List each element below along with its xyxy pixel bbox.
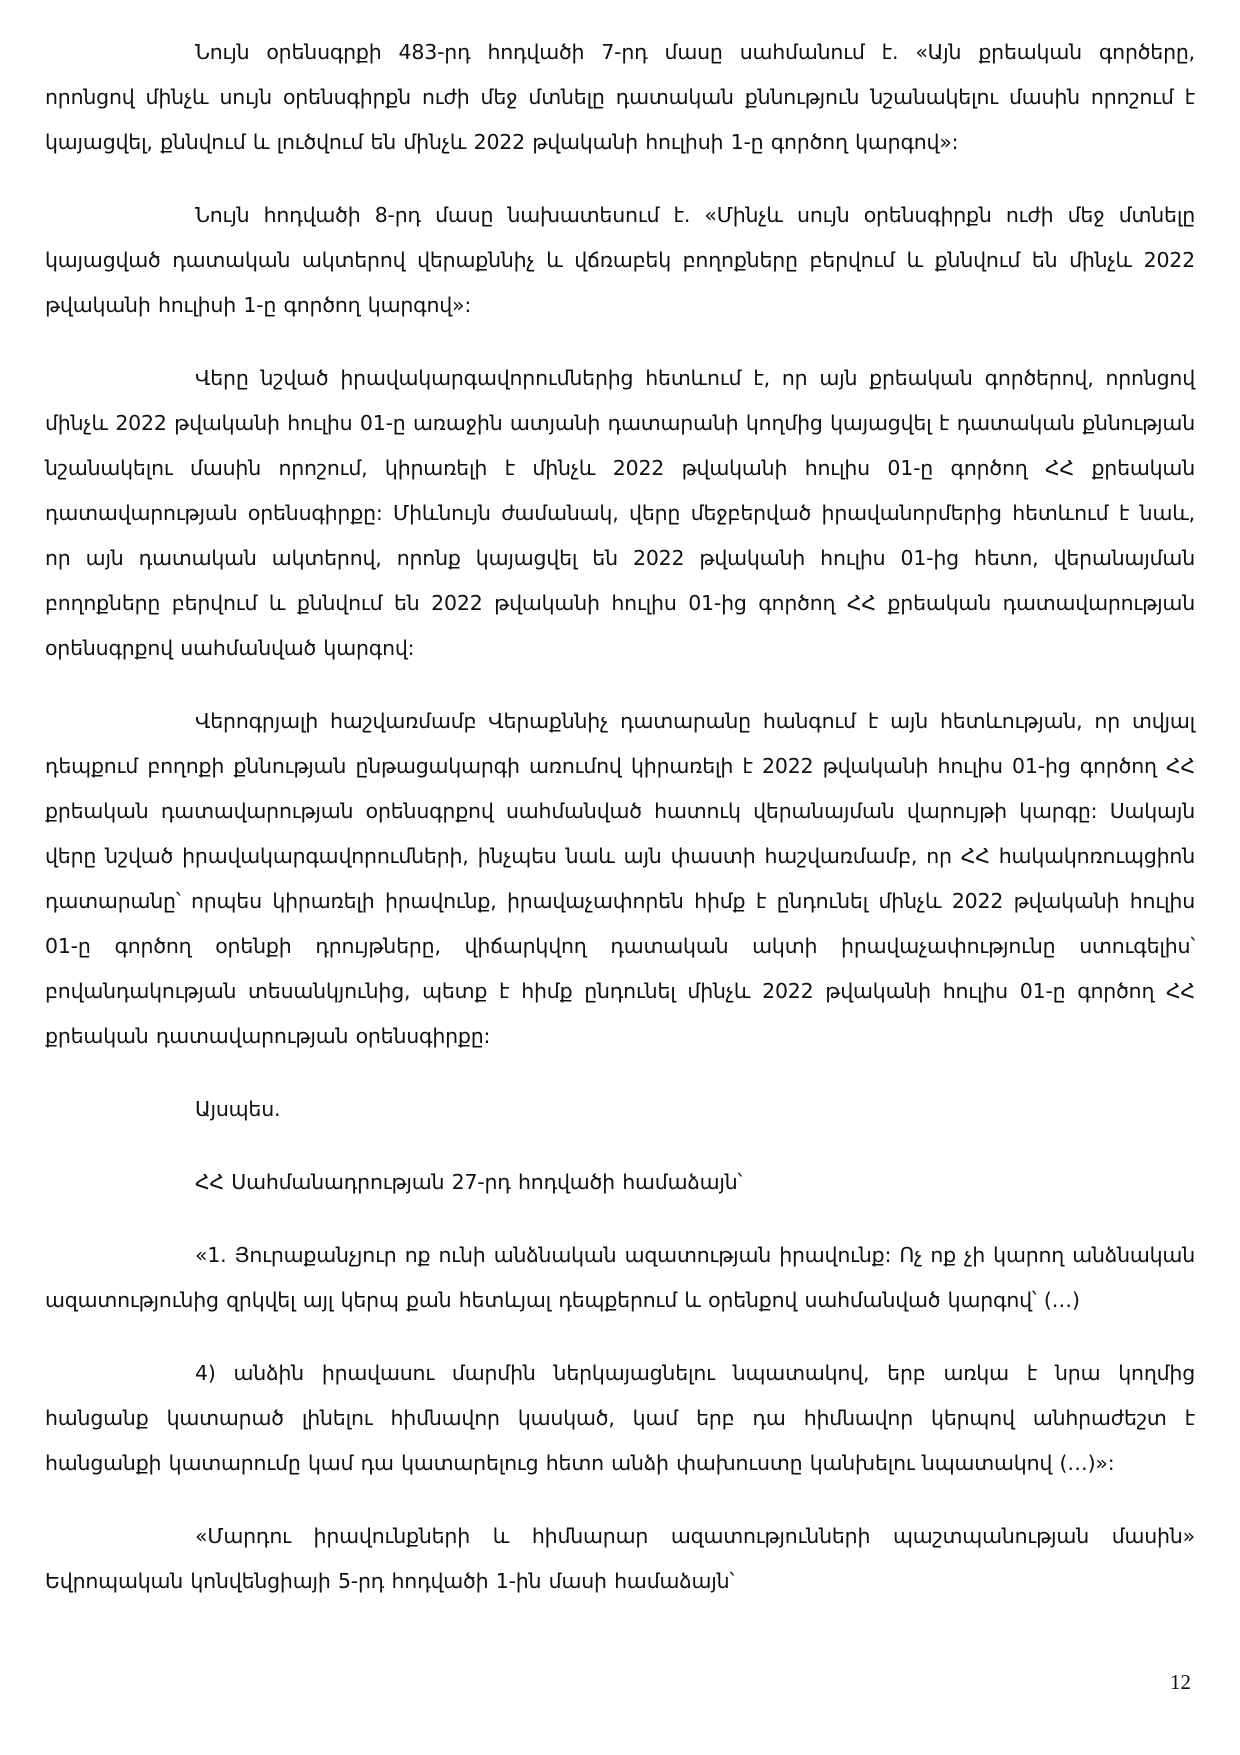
paragraph-article-483-part-7: Նույն օրենսգրքի 483-րդ հոդվածի 7-րդ մասը սահմանում է. «Այն քրեական գործերը, որոնցով մինչև սույն օրենսգիրքն ուժի մեջ մտնելը դատական քննություն նշանակելու մասին որոշում է կայացվել, քննվում և լուծվում են մինչև 2022 թվականի հուլիսի 1-ը գործող կարգով»: — [45, 40, 1195, 154]
paragraph-constitution-article-27: ՀՀ Սահմանադրության 27-րդ հոդվածի համաձայն՝ — [195, 1170, 743, 1194]
paragraph-quote-point-4: 4) անձին իրավասու մարմին ներկայացնելու նպատակով, երբ առկա է նրա կողմից հանցանք կատարած լինելու հիմնավոր կասկած, կամ երբ դա հիմնավոր կերպով անհրաժեշտ է հանցանքի կատարումը կամ դա կատարելուց հետո անձի փախուստը կանխելու նպատակով (…)»: — [45, 1361, 1195, 1475]
paragraph-legal-analysis: Վերը նշված իրավակարգավորումներից հետևում է, որ այն քրեական գործերով, որոնցով մինչև 2022 թվականի հուլիս 01-ը առաջին ատյանի դատարանի կողմից կայացվել է դատական քննության նշանակելու մասին որոշում, կիրառելի է մինչև 2022 թվականի հուլիս 01-ը գործող ՀՀ քրեական դատավարության օրենսգիրքը: Միևնույն ժամանակ, վերը մեջբերված իրավանորմերից հետևում է նաև, որ այն դատական ակտերով, որոնք կայացվել են 2022 թվականի հուլիս 01-ից հետո, վերանայման բողոքները բերվում և քննվում են 2022 թվականի հուլիս 01-ից գործող ՀՀ քրեական դատավարության օրենսգրքով սահմանված կարգով: — [45, 366, 1195, 660]
document-page — [45, 30, 1195, 1632]
paragraph-article-483-part-8: Նույն հոդվածի 8-րդ մասը նախատեսում է. «Մինչև սույն օրենսգիրքն ուժի մեջ մտնելը կայացված դատական ակտերով վերաքննիչ և վճռաբեկ բողոքները բերվում և քննվում են մինչև 2022 թվականի հուլիսի 1-ը գործող կարգով»: — [45, 203, 1195, 317]
paragraph-thus: Այսպես. — [195, 1097, 281, 1121]
page-number: 12 — [1170, 1670, 1191, 1694]
paragraph-european-convention-article-5: «Մարդու իրավունքների և հիմնարար ազատությունների պաշտպանության մասին» Եվրոպական կոնվենցիայի 5-րդ հոդվածի 1-ին մասի համաձայն՝ — [45, 1524, 1195, 1593]
paragraph-quote-part-1: «1. Յուրաքանչյուր ոք ունի անձնական ազատության իրավունք: Ոչ ոք չի կարող անձնական ազատությունից զրկվել այլ կերպ քան հետևյալ դեպքերում և օրենքով սահմանված կարգով՝ (…) — [45, 1243, 1195, 1312]
paragraph-court-conclusion: Վերոգրյալի հաշվառմամբ Վերաքննիչ դատարանը հանգում է այն հետևության, որ տվյալ դեպքում բողոքի քննության ընթացակարգի առումով կիրառելի է 2022 թվականի հուլիս 01-ից գործող ՀՀ քրեական դատավարության օրենսգրքով սահմանված հատուկ վերանայման վարույթի կարգը: Սակայն վերը նշված իրավակարգավորումների, ինչպես նաև այն փաստի հաշվառմամբ, որ ՀՀ հակակոռուպցիոն դատարանը՝ որպես կիրառելի իրավունք, իրավաչափորեն հիմք է ընդունել մինչև 2022 թվականի հուլիս 01-ը գործող օրենքի դրույթները, վիճարկվող դատական ակտի իրավաչափությունը ստուգելիս՝ բովանդակության տեսանկյունից, պետք է հիմք ընդունել մինչև 2022 թվականի հուլիս 01-ը գործող ՀՀ քրեական դատավարության օրենսգիրքը: — [45, 709, 1195, 1048]
